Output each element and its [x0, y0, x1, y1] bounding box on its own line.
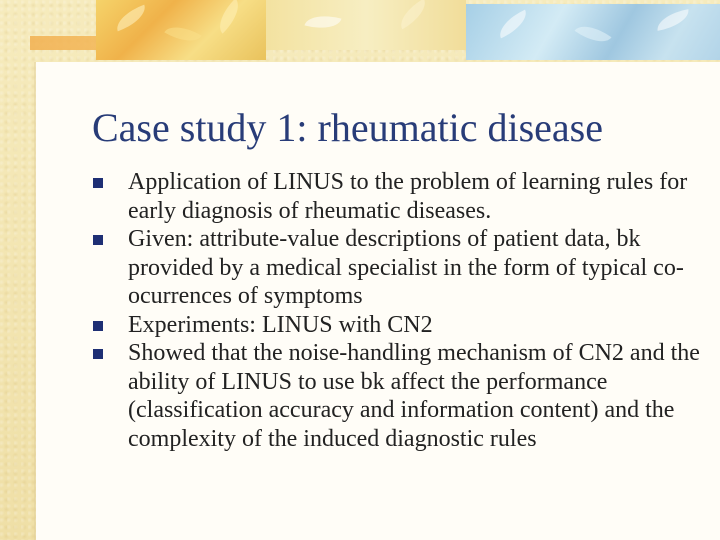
banner-leaf-panel-right	[466, 4, 720, 60]
bullet-text: Showed that the noise-handling mechanism of CN2 and the ability of LINUS to use bk affect the performance (classification accuracy and information content) and the complexity of the induced diagnostic rules	[128, 340, 700, 452]
leaf-icon	[394, 0, 431, 29]
bullet-item	[92, 168, 702, 225]
square-bullet-icon	[93, 349, 103, 359]
square-bullet-icon	[93, 235, 103, 245]
leaf-icon	[112, 5, 149, 32]
bullet-item	[92, 339, 702, 453]
decorative-banner	[0, 0, 720, 62]
square-bullet-icon	[93, 321, 103, 331]
bullet-list	[92, 168, 702, 453]
bullet-item	[92, 311, 702, 340]
banner-leaf-panel-middle	[266, 0, 466, 50]
leaf-icon	[164, 19, 201, 50]
bullet-text: Experiments: LINUS with CN2	[128, 311, 433, 338]
bullet-text: Application of LINUS to the problem of learning rules for early diagnosis of rheumatic diseases.	[128, 169, 688, 224]
bullet-text: Given: attribute-value descriptions of patient data, bk provided by a medical specialist in the form of typical co-ocurrences of symptoms	[128, 226, 684, 309]
banner-leaf-panel-left	[96, 0, 266, 60]
square-bullet-icon	[93, 178, 103, 188]
bullet-item	[92, 225, 702, 311]
leaf-icon	[211, 0, 246, 34]
leaf-icon	[655, 9, 691, 31]
leaf-icon	[305, 10, 342, 34]
leaf-icon	[494, 10, 532, 39]
slide-title: Case study 1: rheumatic disease	[92, 105, 603, 150]
leaf-icon	[574, 18, 611, 51]
